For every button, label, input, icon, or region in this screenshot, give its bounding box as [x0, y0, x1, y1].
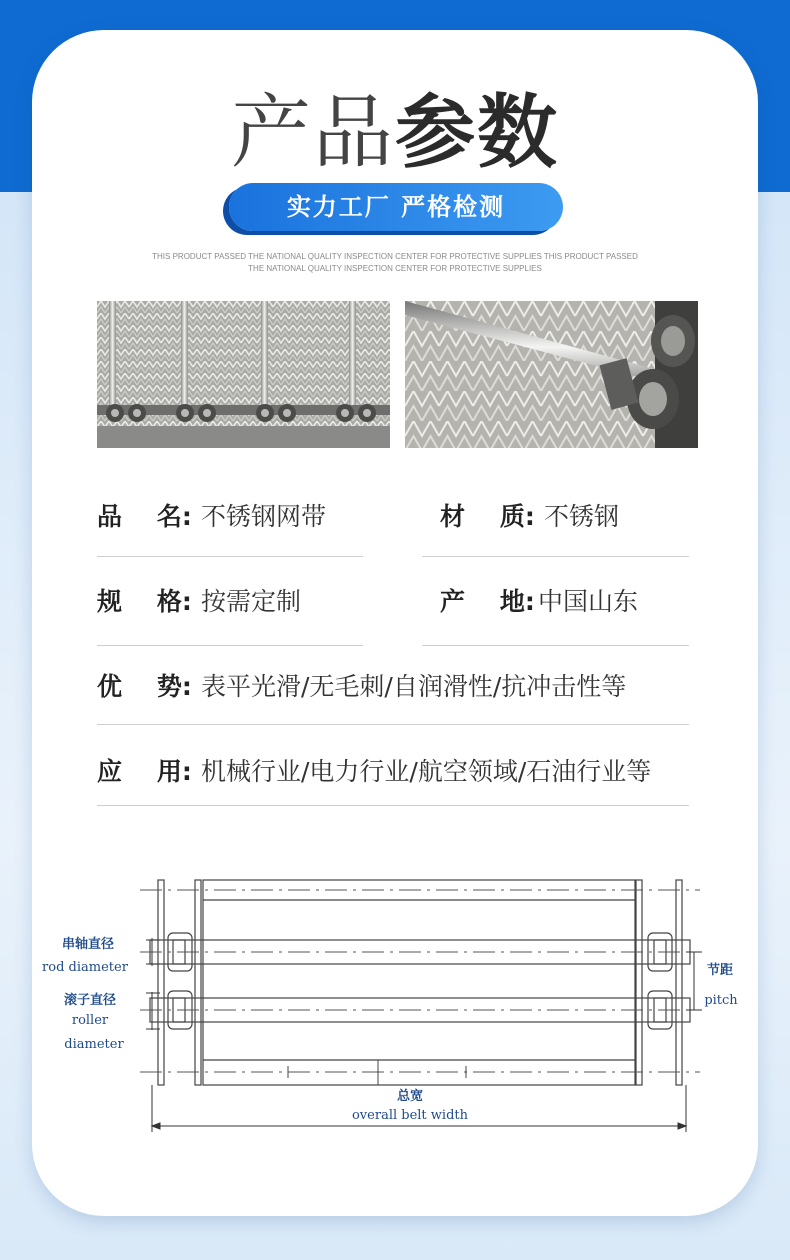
- spec-name-label: 品 名:: [97, 502, 192, 531]
- inspection-smallprint: [150, 251, 640, 275]
- spec-application-label: 应 用:: [97, 757, 192, 786]
- spec-row-application: [97, 752, 717, 808]
- spec-name-value: 不锈钢网带: [201, 502, 327, 531]
- spec-application-value: 机械行业/电力行业/航空领域/石油行业等: [201, 757, 652, 786]
- flat-mesh-belt-photo: [97, 301, 390, 448]
- title-bold: 参数: [395, 86, 559, 179]
- divider: [97, 556, 363, 557]
- spec-row-size: [97, 582, 377, 638]
- width-en-label: overall belt width: [351, 1108, 469, 1123]
- rod-diameter-en-label: rod diameter: [42, 960, 128, 975]
- pitch-cn-label: 节距: [706, 963, 734, 978]
- spec-material-label: 材 质:: [440, 502, 535, 531]
- roller-diameter-en-label-1: roller: [71, 1013, 109, 1028]
- divider: [97, 724, 689, 725]
- spec-size-value: 按需定制: [201, 587, 302, 616]
- spec-origin-label: 产 地:: [440, 587, 535, 616]
- roller-diameter-en-label-2: diameter: [64, 1037, 124, 1052]
- divider: [422, 645, 689, 646]
- spec-size-label: 规 格:: [97, 587, 192, 616]
- spec-row-origin: [440, 582, 700, 638]
- spec-advantage-value: 表平光滑/无毛刺/自润滑性/抗冲击性等: [201, 672, 627, 701]
- belt-dimension-diagram: [36, 866, 756, 1146]
- width-cn-label: 总宽: [396, 1089, 424, 1104]
- tagline-badge: 实力工厂 严格检测: [229, 183, 563, 231]
- rod-diameter-cn-label: 串轴直径: [61, 937, 115, 952]
- page-title: [0, 88, 790, 178]
- smallprint-line-2: THE NATIONAL QUALITY INSPECTION CENTER FOR PROTECTIVE SUPPLIES: [248, 264, 542, 273]
- spec-advantage-label: 优 势:: [97, 672, 192, 701]
- mesh-belt-roller-closeup-photo: [405, 301, 698, 448]
- divider: [422, 556, 689, 557]
- spec-material-value: 不锈钢: [544, 502, 620, 531]
- pitch-en-label: pitch: [704, 993, 738, 1008]
- title-light: 产品: [231, 86, 395, 179]
- divider: [97, 645, 363, 646]
- spec-row-name: [97, 497, 377, 553]
- roller-diameter-cn-label: 滚子直径: [63, 993, 117, 1008]
- divider: [97, 805, 689, 806]
- spec-row-material: [440, 497, 700, 553]
- smallprint-line-1: THIS PRODUCT PASSED THE NATIONAL QUALITY INSPECTION CENTER FOR PROTECTIVE SUPPLIES THIS PRODUCT PASSED: [152, 252, 638, 261]
- spec-row-advantage: [97, 667, 697, 723]
- spec-origin-value: 中国山东: [538, 587, 639, 616]
